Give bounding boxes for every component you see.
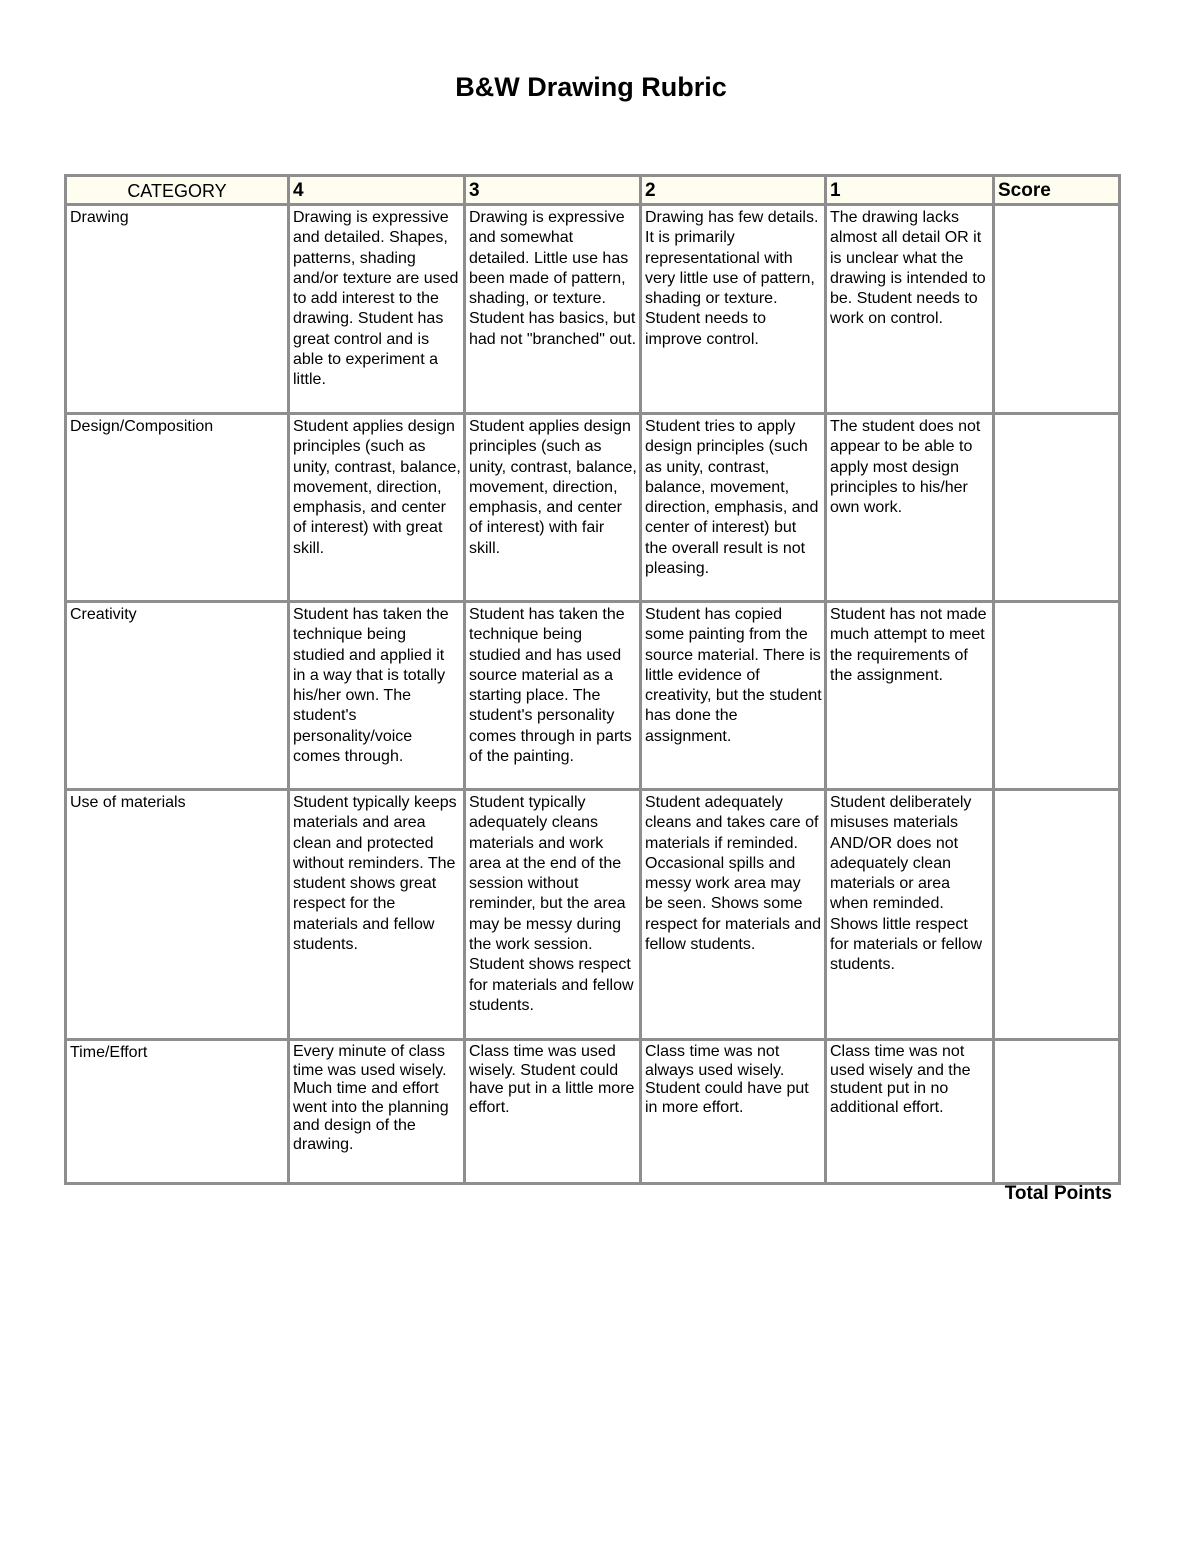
header-level-2: 2 (642, 177, 827, 206)
page-title: B&W Drawing Rubric (455, 72, 727, 102)
level-2-description: Class time was not always used wisely. Student could have put in more effort. (642, 1041, 827, 1182)
level-3-description: Student typically adequately cleans materials and work area at the end of the session without reminder, but the area may be messy during the work session. Student shows respect for materials and fellow students. (466, 791, 642, 1041)
score-cell[interactable] (995, 206, 1118, 415)
level-3-description: Drawing is expressive and somewhat detailed. Little use has been made of pattern, shading, or texture. Student has basics, but had not "branched" out. (466, 206, 642, 415)
level-1-description: The drawing lacks almost all detail OR it is unclear what the drawing is intended to be. Student needs to work on control. (827, 206, 995, 415)
header-level-4: 4 (290, 177, 466, 206)
table-row (67, 206, 1118, 415)
table-row (67, 1041, 1118, 1182)
level-1-description: Student deliberately misuses materials AND/OR does not adequately clean materials or area when reminded. Shows little respect for materials or fellow students. (827, 791, 995, 1041)
level-2-description: Drawing has few details. It is primarily representational with very little use of pattern, shading or texture. Student needs to improve control. (642, 206, 827, 415)
score-cell[interactable] (995, 1041, 1118, 1182)
table-row (67, 791, 1118, 1041)
table-row (67, 603, 1118, 791)
level-4-description: Student typically keeps materials and area clean and protected without reminders. The student shows great respect for the materials and fellow students. (290, 791, 466, 1041)
level-2-description: Student adequately cleans and takes care of materials if reminded. Occasional spills and messy work area may be seen. Shows some respect for materials and fellow students. (642, 791, 827, 1041)
score-cell[interactable] (995, 603, 1118, 791)
level-4-description: Student has taken the technique being studied and applied it in a way that is totally his/her own. The student's personality/voice comes through. (290, 603, 466, 791)
level-1-description: The student does not appear to be able to apply most design principles to his/her own work. (827, 415, 995, 603)
score-cell[interactable] (995, 791, 1118, 1041)
header-level-3: 3 (466, 177, 642, 206)
level-2-description: Student has copied some painting from the source material. There is little evidence of creativity, but the student has done the assignment. (642, 603, 827, 791)
level-1-description: Student has not made much attempt to meet the requirements of the assignment. (827, 603, 995, 791)
row-category: Creativity (67, 603, 290, 791)
header-level-1: 1 (827, 177, 995, 206)
row-category: Time/Effort (67, 1041, 290, 1182)
total-points-label: Total Points (1004, 1183, 1112, 1204)
level-2-description: Student tries to apply design principles (such as unity, contrast, balance, movement, direction, emphasis, and center of interest) but the overall result is not pleasing. (642, 415, 827, 603)
level-4-description: Every minute of class time was used wisely. Much time and effort went into the planning and design of the drawing. (290, 1041, 466, 1182)
level-4-description: Drawing is expressive and detailed. Shapes, patterns, shading and/or texture are used to add interest to the drawing. Student has great control and is able to experiment a little. (290, 206, 466, 415)
header-row (67, 177, 1118, 206)
rubric-table (64, 174, 1121, 1185)
level-3-description: Student applies design principles (such as unity, contrast, balance, movement, direction, emphasis, and center of interest) with fair skill. (466, 415, 642, 603)
level-1-description: Class time was not used wisely and the student put in no additional effort. (827, 1041, 995, 1182)
level-3-description: Student has taken the technique being studied and has used source material as a starting place. The student's personality comes through in parts of the painting. (466, 603, 642, 791)
row-category: Drawing (67, 206, 290, 415)
row-category: Use of materials (67, 791, 290, 1041)
score-cell[interactable] (995, 415, 1118, 603)
header-category: CATEGORY (67, 177, 290, 206)
level-3-description: Class time was used wisely. Student could have put in a little more effort. (466, 1041, 642, 1182)
table-row (67, 415, 1118, 603)
level-4-description: Student applies design principles (such as unity, contrast, balance, movement, direction, emphasis, and center of interest) with great skill. (290, 415, 466, 603)
header-score: Score (995, 177, 1118, 206)
row-category: Design/Composition (67, 415, 290, 603)
